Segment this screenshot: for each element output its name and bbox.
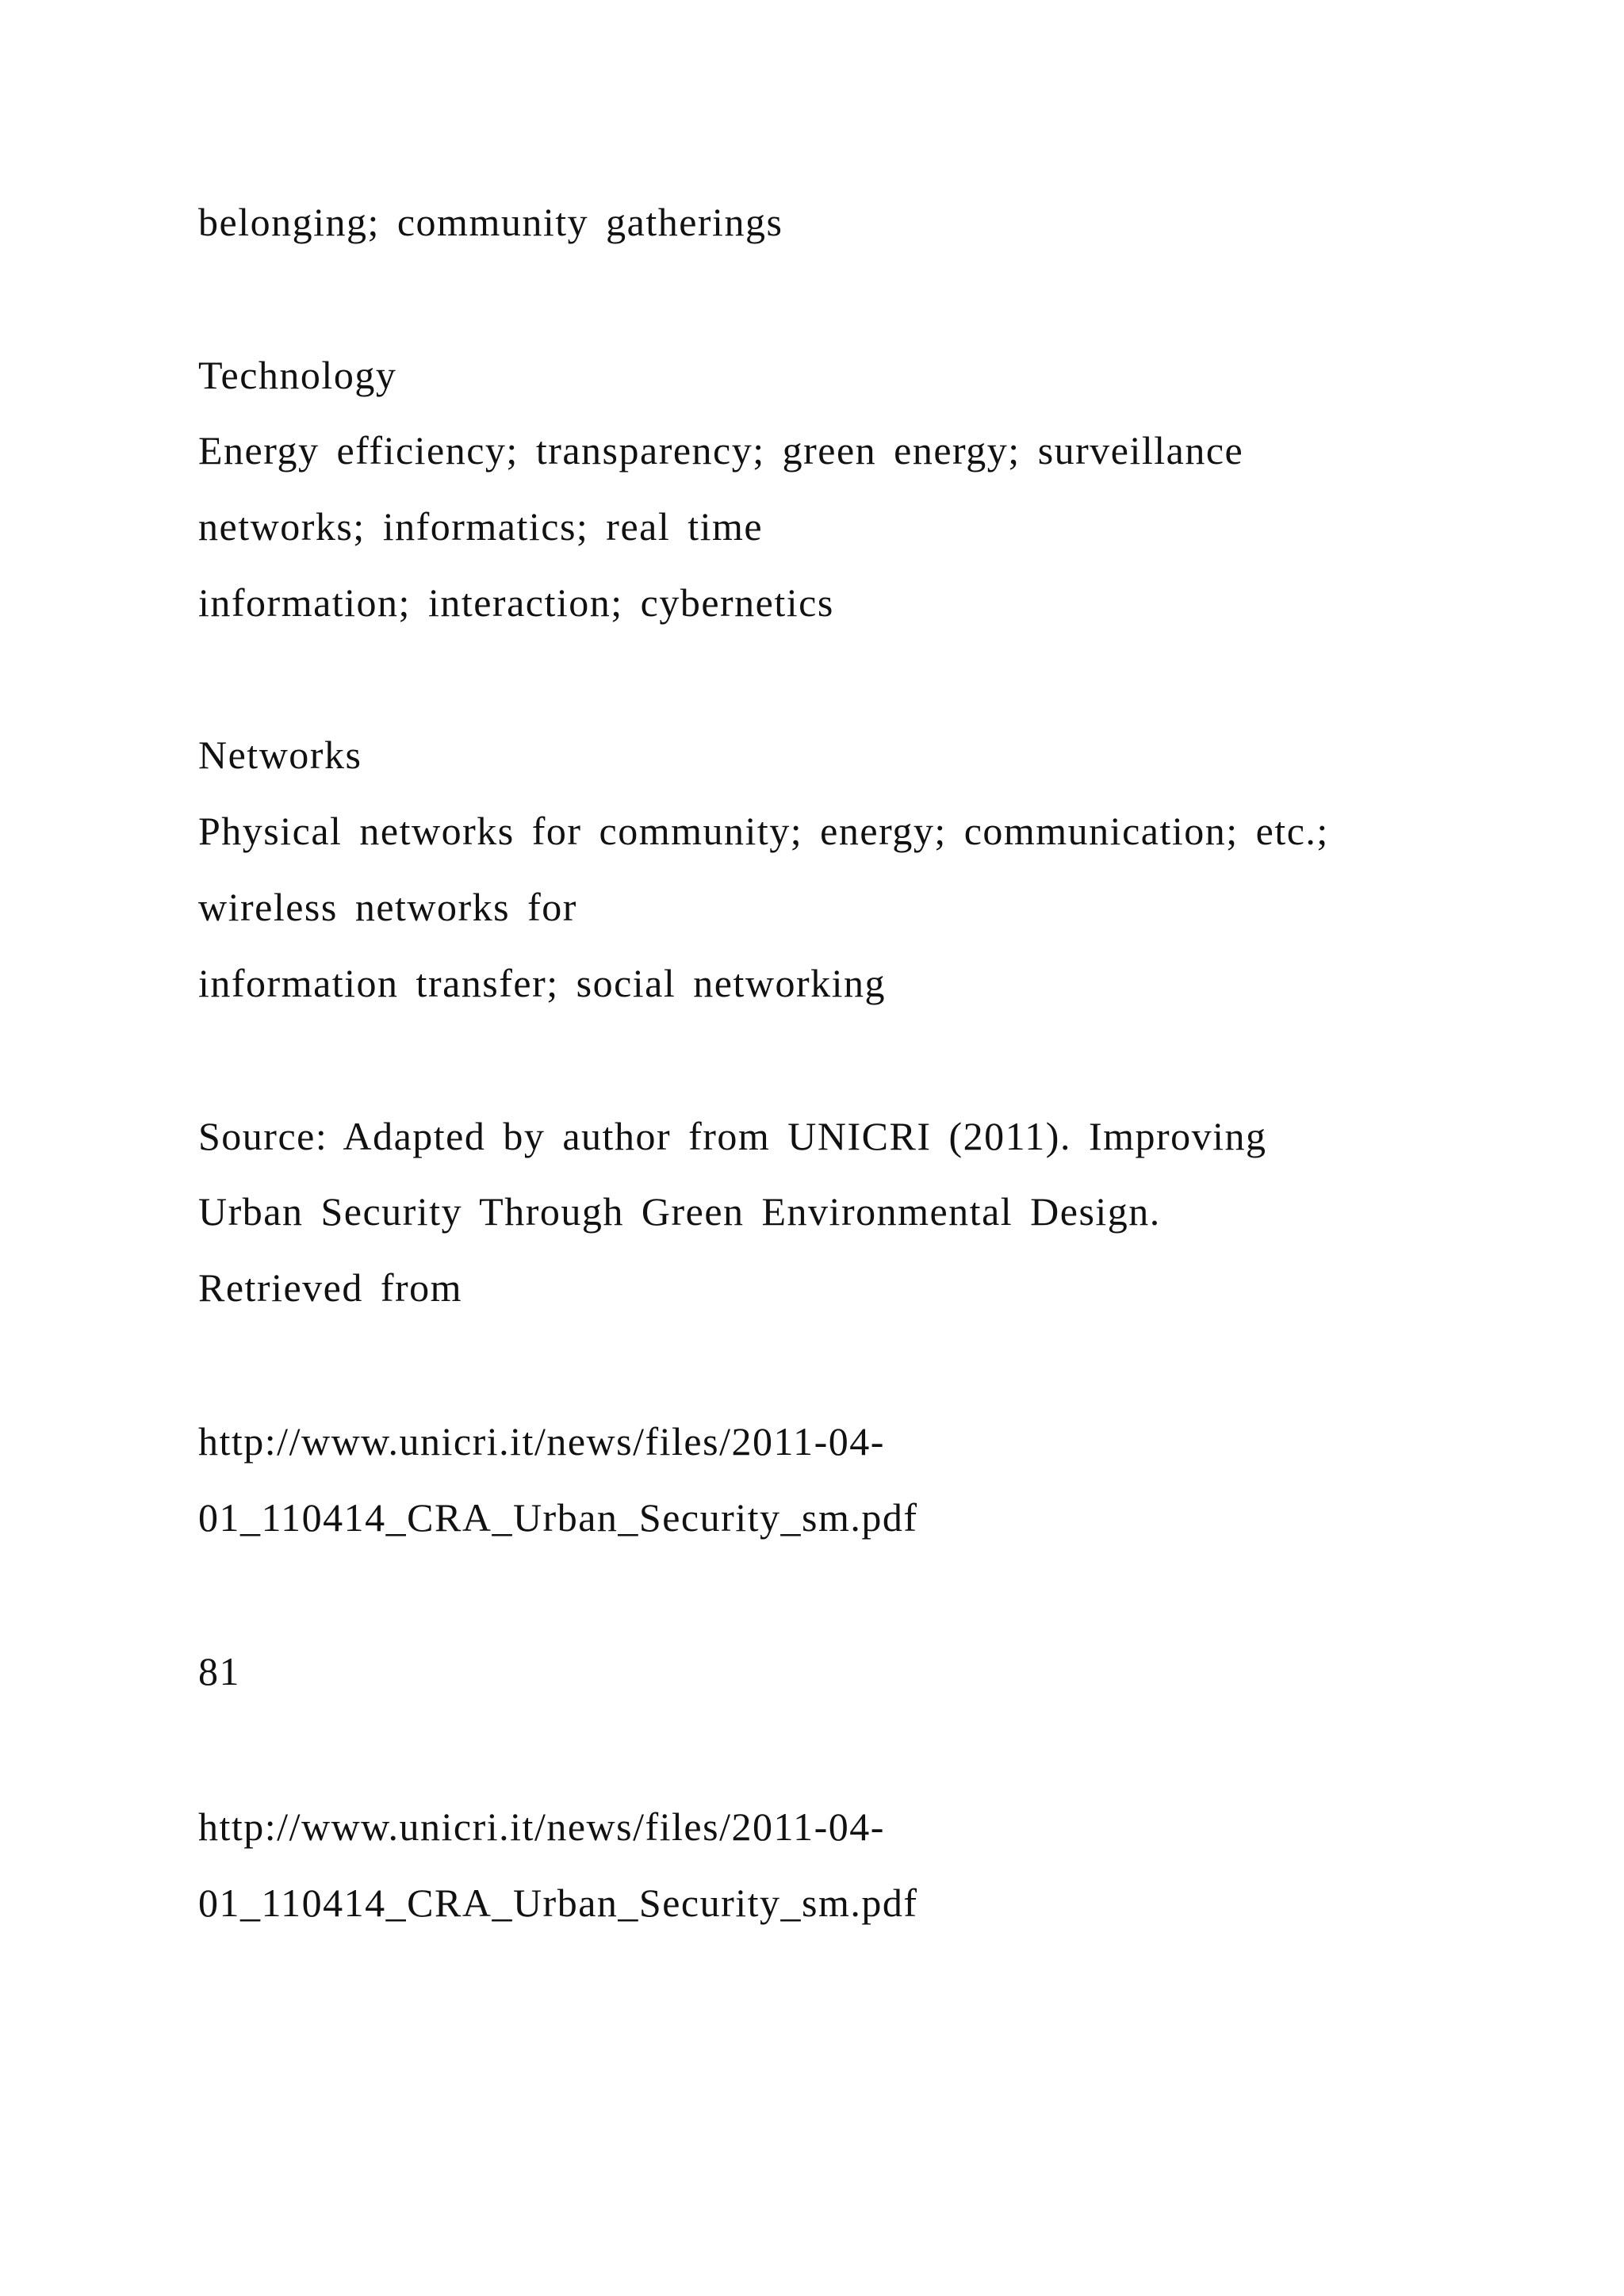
section-heading-technology: Technology — [198, 353, 397, 397]
source-url-line: http://www.unicri.it/news/files/2011-04- — [198, 1419, 885, 1464]
text-line: Physical networks for community; energy; communication; etc.; — [198, 809, 1329, 853]
text-line: wireless networks for — [198, 885, 577, 929]
text-line: belonging; community gatherings — [198, 200, 783, 244]
source-citation-line: Retrieved from — [198, 1265, 463, 1310]
text-line: information; interaction; cybernetics — [198, 580, 834, 625]
text-line: networks; informatics; real time — [198, 504, 764, 549]
source-url-line: 01_110414_CRA_Urban_Security_sm.pdf — [198, 1881, 918, 1925]
text-line: Energy efficiency; transparency; green energy; surveillance — [198, 428, 1244, 473]
text-line: information transfer; social networking — [198, 961, 886, 1005]
page-number: 81 — [198, 1649, 240, 1693]
source-url-line: 01_110414_CRA_Urban_Security_sm.pdf — [198, 1495, 918, 1540]
source-citation-line: Urban Security Through Green Environmental Design. — [198, 1189, 1161, 1234]
source-citation-line: Source: Adapted by author from UNICRI (2011). Improving — [198, 1114, 1267, 1158]
source-url-line: http://www.unicri.it/news/files/2011-04- — [198, 1804, 885, 1849]
section-heading-networks: Networks — [198, 733, 362, 777]
